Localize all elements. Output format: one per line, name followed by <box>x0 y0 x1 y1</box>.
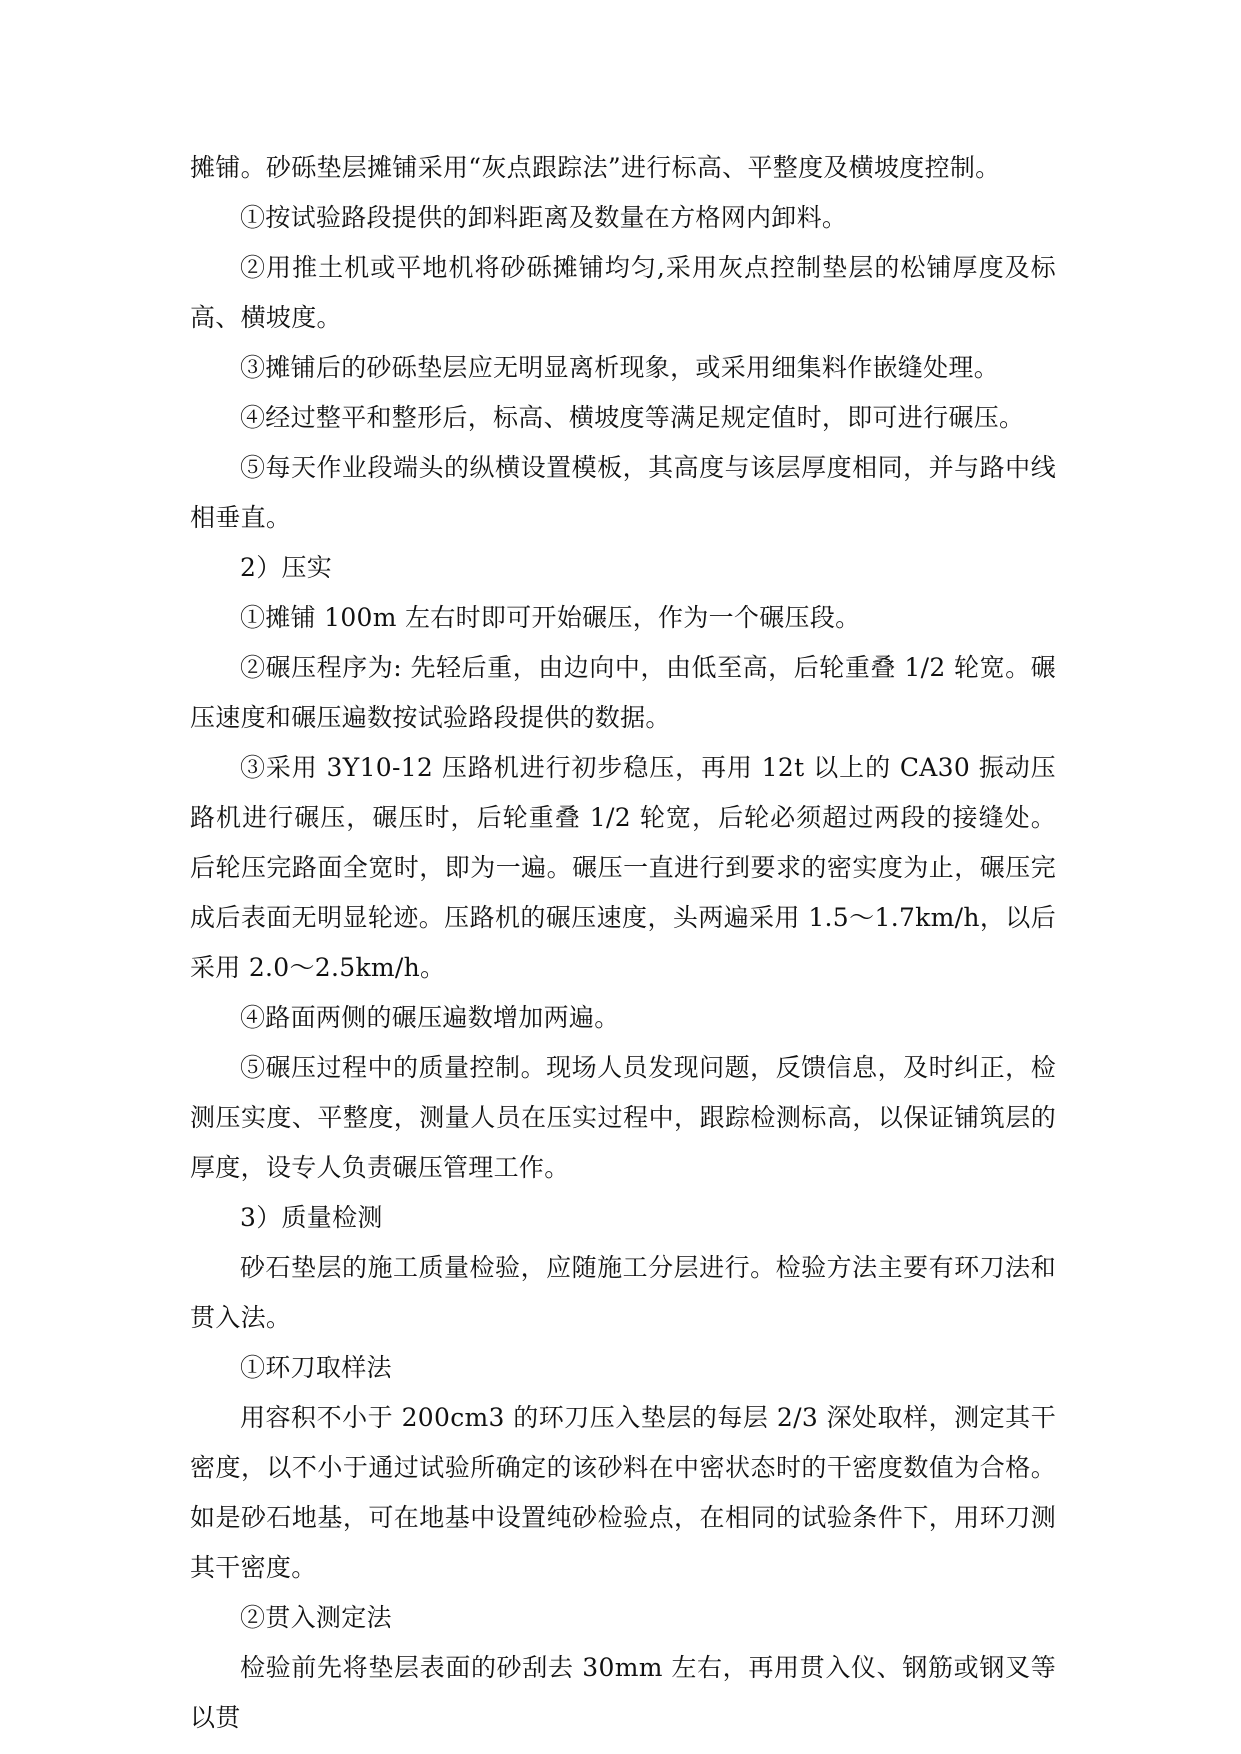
paragraph: 砂石垫层的施工质量检验，应随施工分层进行。检验方法主要有环刀法和贯入法。 <box>190 1253 1056 1332</box>
paragraph: ④经过整平和整形后，标高、横坡度等满足规定值时，即可进行碾压。 <box>240 403 1025 432</box>
paragraph: 用容积不小于 200cm3 的环刀压入垫层的每层 2/3 深处取样，测定其干密度，以不小于通过试验所确定的该砂料在中密状态时的干密度数值为合格。如是砂石地基，可在地基中设置纯砂检验点，在相同的试验条件下，用环刀测其干密度。 <box>190 1403 1056 1582</box>
paragraph: ③采用 3Y10-12 压路机进行初步稳压，再用 12t 以上的 CA30 振动压路机进行碾压，碾压时，后轮重叠 1/2 轮宽，后轮必须超过两段的接缝处。后轮压完路面全宽时，即为一遍。碾压一直进行到要求的密实度为止，碾压完成后表面无明显轮迹。压路机的碾压速度，头两遍采用 1.5～1.7km/h，以后采用 2.0～2.5km/h。 <box>190 753 1056 982</box>
paragraph: ①摊铺 100m 左右时即可开始碾压，作为一个碾压段。 <box>240 603 861 632</box>
paragraph: ⑤碾压过程中的质量控制。现场人员发现问题，反馈信息，及时纠正，检测压实度、平整度，测量人员在压实过程中，跟踪检测标高，以保证铺筑层的厚度，设专人负责碾压管理工作。 <box>190 1053 1056 1182</box>
paragraph: ②碾压程序为: 先轻后重，由边向中，由低至高，后轮重叠 1/2 轮宽。碾压速度和碾压遍数按试验路段提供的数据。 <box>190 653 1056 732</box>
paragraph: 2）压实 <box>240 553 333 582</box>
paragraph: ④路面两侧的碾压遍数增加两遍。 <box>240 1003 620 1032</box>
paragraph: 3）质量检测 <box>240 1203 383 1232</box>
paragraph: ①环刀取样法 <box>240 1353 392 1382</box>
paragraph: ①按试验路段提供的卸料距离及数量在方格网内卸料。 <box>240 203 848 232</box>
paragraph: 检验前先将垫层表面的砂刮去 30mm 左右，再用贯入仪、钢筋或钢叉等以贯 <box>190 1653 1056 1732</box>
paragraph: 摊铺。砂砾垫层摊铺采用“灰点跟踪法”进行标高、平整度及横坡度控制。 <box>190 153 1001 182</box>
paragraph: ②贯入测定法 <box>240 1603 392 1632</box>
paragraph: ②用推土机或平地机将砂砾摊铺均匀,采用灰点控制垫层的松铺厚度及标高、横坡度。 <box>190 253 1056 332</box>
document-body <box>190 143 1056 1743</box>
paragraph: ⑤每天作业段端头的纵横设置模板，其高度与该层厚度相同，并与路中线相垂直。 <box>190 453 1056 532</box>
paragraph: ③摊铺后的砂砾垫层应无明显离析现象，或采用细集料作嵌缝处理。 <box>240 353 1000 382</box>
